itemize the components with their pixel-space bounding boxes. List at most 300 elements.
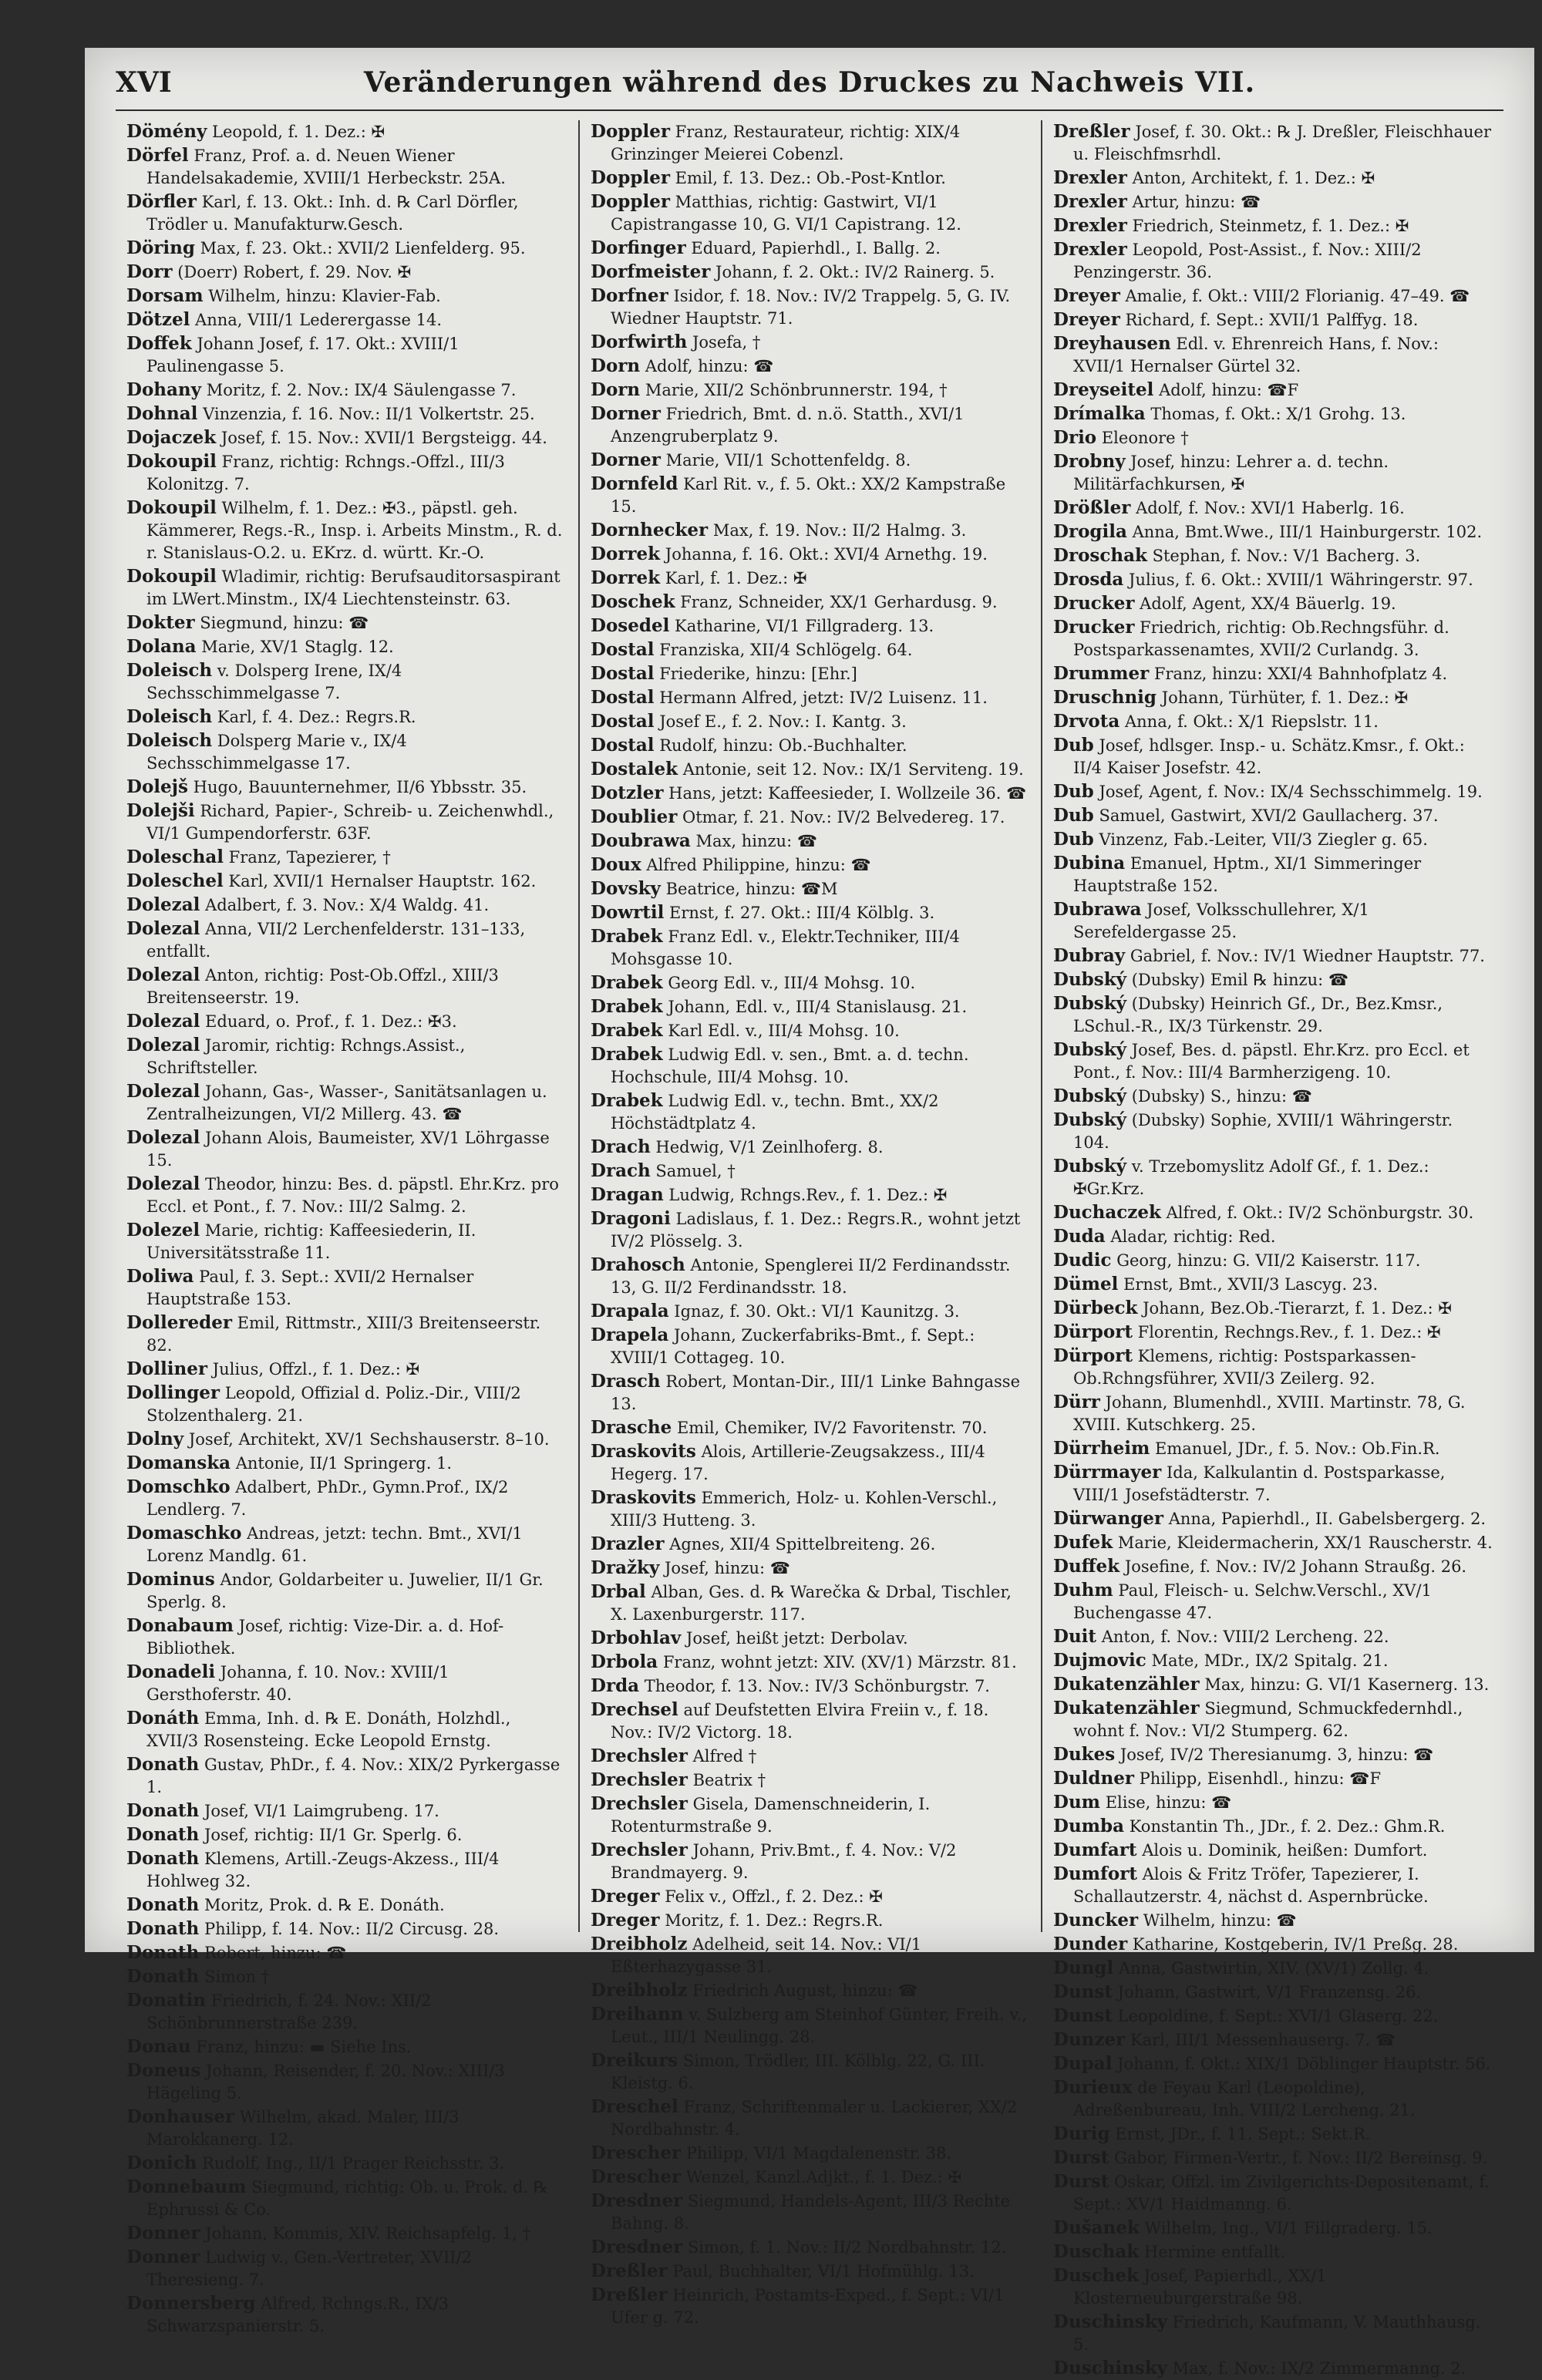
directory-entry [1053, 1321, 1493, 1344]
entry-details: Josef, Architekt, XV/1 Sechshauserstr. 8–10. [188, 1430, 550, 1449]
entry-details: Josef, Bes. d. päpstl. Ehr.Krz. pro Eccl. et Pont., f. Nov.: III/4 Barmherzigeng. 10. [1073, 1041, 1470, 1082]
entry-details: Mate, MDr., IX/2 Spitalg. 21. [1151, 1651, 1389, 1670]
directory-entry [1053, 2005, 1493, 2028]
entry-details: Alban, Ges. d. ℞ Warečka & Drbal, Tischler, X. Laxenburgerstr. 117. [611, 1583, 1012, 1624]
directory-entry [1053, 1791, 1493, 1814]
entry-details: Antonie, seit 12. Nov.: IX/1 Serviteng. 19. [682, 760, 1024, 779]
entry-name: Dürwanger [1053, 1508, 1164, 1529]
directory-entry [1053, 1109, 1493, 1154]
entry-name: Domanska [126, 1453, 231, 1473]
entry-details: Karl, f. 13. Okt.: Inh. d. ℞ Carl Dörfler, Trödler u. Manufakturw.Gesch. [146, 193, 519, 234]
entry-name: Drobny [1053, 451, 1126, 472]
entry-name: Durst [1053, 2147, 1109, 2168]
entry-name: Drechsler [591, 1769, 688, 1790]
entry-details: Konstantin Th., JDr., f. 2. Dez.: Ghm.R. [1129, 1817, 1446, 1836]
entry-details: Friedrich, Steinmetz, f. 1. Dez.: ✠ [1132, 217, 1409, 235]
entry-details: Adalbert, PhDr., Gymn.Prof., IX/2 Lendlerg. 7. [146, 1478, 509, 1519]
entry-details: Artur, hinzu: ☎ [1132, 193, 1261, 211]
entry-name: Drexler [1053, 167, 1127, 188]
entry-details: Otmar, f. 21. Nov.: IV/2 Belvedereg. 17. [682, 808, 1005, 826]
entry-details: Leopold, f. 1. Dez.: ✠ [212, 123, 386, 141]
directory-entry [1053, 1743, 1493, 1766]
entry-details: Johann, f. 2. Okt.: IV/2 Rainerg. 5. [715, 263, 995, 281]
entry-details: Anton, f. Nov.: VIII/2 Lercheng. 22. [1101, 1628, 1389, 1646]
entry-details: Paul, Buchhalter, VI/1 Hofmühlg. 13. [672, 2262, 975, 2281]
entry-name: Drímalka [1053, 403, 1146, 424]
entry-name: Dorr [126, 261, 173, 282]
entry-name: Dujmovic [1053, 1650, 1146, 1671]
directory-entry [126, 120, 567, 143]
directory-entry [126, 2035, 567, 2059]
entry-name: Donich [126, 2153, 197, 2173]
directory-entry [1053, 710, 1493, 733]
entry-details: Emanuel, Hptm., XI/1 Simmeringer Hauptstraße 152. [1073, 854, 1422, 895]
entry-details: Vinzenz, Fab.-Leiter, VII/3 Ziegler g. 65. [1099, 830, 1428, 849]
directory-entry [1053, 1225, 1493, 1248]
directory-entry [1053, 544, 1493, 567]
directory-entry [126, 1799, 567, 1823]
directory-entry [126, 426, 567, 449]
directory-entry [591, 2166, 1030, 2189]
entry-details: Gustav, PhDr., f. 4. Nov.: XIX/2 Pyrkergasse 1. [146, 1756, 561, 1796]
entry-name: Dumba [1053, 1816, 1124, 1836]
entry-name: Dürr [1053, 1392, 1100, 1412]
entry-name: Dosedel [591, 615, 670, 636]
entry-details: Richard, f. Sept.: XVII/1 Palffyg. 18. [1125, 311, 1419, 329]
entry-details: Friedrich, Kaufmann, V. Mauthhausg. 5. [1073, 2313, 1481, 2354]
directory-entry [126, 1965, 567, 1988]
directory-entry [1053, 1839, 1493, 1862]
entry-details: Siegmund, richtig: Ob. u. Prok. d. ℞ Ephrussi & Co. [146, 2178, 548, 2219]
directory-entry [126, 2059, 567, 2105]
directory-entry [1053, 1531, 1493, 1554]
entry-details: Adolf, hinzu: ☎F [1159, 381, 1299, 399]
entry-details: Ernst, JDr., f. 11. Sept.: Sekt.R. [1115, 2125, 1371, 2143]
directory-entry [591, 662, 1030, 685]
directory-entry [1053, 1039, 1493, 1084]
entry-details: Adolf, hinzu: ☎ [645, 357, 774, 375]
directory-entry [1053, 450, 1493, 496]
entry-name: Dukatenzähler [1053, 1698, 1200, 1719]
entry-details: Gisela, Damenschneiderin, I. Rotenturmstraße 9. [611, 1795, 931, 1836]
directory-entry [1053, 1273, 1493, 1296]
entry-name: Dum [1053, 1792, 1101, 1813]
entry-details: Simon, Trödler, III. Kölblg. 22, G. III. Kleistg. 6. [611, 2052, 985, 2092]
directory-entry [126, 705, 567, 729]
entry-name: Doleschal [126, 847, 224, 867]
entry-name: Doubrawa [591, 830, 691, 851]
directory-entry [1053, 1981, 1493, 2004]
directory-entry [591, 519, 1030, 542]
directory-entry [591, 1207, 1030, 1253]
entry-details: Hans, jetzt: Kaffeesieder, I. Wollzeile 36. ☎ [668, 784, 1027, 803]
entry-name: Dornhecker [591, 520, 709, 540]
entry-name: Dragan [591, 1184, 664, 1205]
directory-entry [591, 806, 1030, 829]
directory-entry [1053, 1391, 1493, 1436]
entry-name: Dreger [591, 1910, 660, 1931]
entry-name: Dostalek [591, 759, 678, 779]
directory-entry [1053, 190, 1493, 214]
directory-entry [126, 261, 567, 284]
directory-entry [126, 1126, 567, 1172]
entry-details: Siegmund, hinzu: ☎ [200, 614, 369, 632]
entry-name: Dreihann [591, 2004, 684, 2025]
entry-details: Vinzenzia, f. 16. Nov.: II/1 Volkertstr. 25. [203, 405, 535, 423]
directory-entry [1053, 1697, 1493, 1742]
directory-entry [591, 1183, 1030, 1207]
entry-details: Anna, VII/2 Lerchenfelderstr. 131–133, entfallt. [146, 920, 526, 961]
directory-entry [126, 800, 567, 845]
entry-details: Franz, richtig: Rchngs.-Offzl., III/3 Kolonitzg. 7. [146, 453, 505, 493]
entry-details: Franz, Prof. a. d. Neuen Wiener Handelsakademie, XVIII/1 Herbeckstr. 25A. [146, 146, 506, 187]
entry-details: Rudolf, Ing., II/1 Prager Reichsstr. 3. [202, 2154, 505, 2173]
entry-details: Franz, Schneider, XX/1 Gerhardusg. 9. [680, 593, 998, 611]
entry-name: Dupal [1053, 2053, 1113, 2074]
entry-details: Johann Josef, f. 17. Okt.: XVIII/1 Paulinengasse 5. [146, 335, 460, 375]
directory-entry [1053, 804, 1493, 827]
directory-entry [591, 2003, 1030, 2048]
entry-details: Moritz, f. 2. Nov.: IX/4 Säulengasse 7. [206, 381, 517, 399]
entry-name: Domschko [126, 1476, 231, 1497]
entry-details: Emanuel, JDr., f. 5. Nov.: Ob.Fin.R. [1155, 1439, 1440, 1458]
entry-details: Hedwig, V/1 Zeinlhoferg. 8. [655, 1138, 884, 1156]
directory-entry [126, 1311, 567, 1357]
entry-details: v. Trzebomyslitz Adolf Gf., f. 1. Dez.: ✠Gr.Krz. [1073, 1157, 1429, 1198]
directory-entry [126, 2222, 567, 2245]
entry-name: Donáth [126, 1708, 200, 1729]
entry-details: Friedrich August, hinzu: ☎ [692, 1981, 918, 2000]
entry-name: Dukatenzähler [1053, 1674, 1200, 1695]
entry-name: Duschek [1053, 2265, 1139, 2286]
entry-details: Jaromir, richtig: Rchngs.Assist., Schriftsteller. [146, 1036, 466, 1077]
entry-name: Dunder [1053, 1934, 1128, 1954]
entry-details: Robert, hinzu: ☎ [204, 1944, 347, 1962]
entry-details: Max, hinzu: G. VI/1 Kasernerg. 13. [1204, 1675, 1490, 1694]
entry-details: Marie, VII/1 Schottenfeldg. 8. [665, 451, 911, 470]
entry-name: Drescher [591, 2143, 682, 2163]
directory-entry [591, 758, 1030, 781]
entry-details: Friedrich, Bmt. d. n.ö. Statth., XVI/1 Anzengruberplatz 9. [611, 405, 965, 446]
entry-details: Isidor, f. 18. Nov.: IV/2 Trappelg. 5, G. IV. Wiedner Hauptstr. 71. [611, 287, 1011, 328]
entry-details: Siegmund, Schmuckfedernhdl., wohnt f. Nov.: VI/2 Stumperg. 62. [1073, 1699, 1463, 1740]
entry-name: Drach [591, 1136, 651, 1157]
entry-details: Ladislaus, f. 1. Dez.: Regrs.R., wohnt jetzt IV/2 Plösselg. 3. [611, 1210, 1021, 1251]
entry-name: Dohany [126, 379, 201, 400]
directory-entry [126, 894, 567, 917]
directory-entry [1053, 968, 1493, 991]
entry-name: Dreyer [1053, 309, 1120, 330]
directory-entry [126, 635, 567, 658]
entry-details: Emil, Chemiker, IV/2 Favoritenstr. 70. [676, 1419, 988, 1437]
directory-entry [126, 237, 567, 260]
entry-name: Duldner [1053, 1768, 1134, 1789]
entry-name: Drbal [591, 1581, 646, 1602]
entry-name: Dreßler [591, 2284, 668, 2305]
directory-entry [591, 567, 1030, 590]
entry-details: Theodor, hinzu: Bes. d. päpstl. Ehr.Krz. pro Eccl. et Pont., f. 7. Nov.: III/2 Salmg. 2. [146, 1175, 559, 1216]
entry-details: Georg Edl. v., III/4 Mohsg. 10. [668, 974, 916, 992]
directory-entry [126, 402, 567, 426]
entry-name: Dubray [1053, 945, 1126, 966]
entry-name: Döring [126, 237, 195, 258]
entry-details: Josef, Agent, f. Nov.: IX/4 Sechsschimmelg. 19. [1099, 783, 1483, 801]
directory-entry [1053, 2240, 1493, 2264]
entry-name: Dorsam [126, 285, 204, 306]
directory-entry [591, 830, 1030, 853]
directory-entry [1053, 1957, 1493, 1980]
directory-entry [591, 1089, 1030, 1135]
entry-name: Dostal [591, 639, 655, 660]
entry-name: Dornfeld [591, 473, 678, 494]
entry-details: Emmerich, Holz- u. Kohlen-Verschl., XIII/3 Hutteng. 3. [611, 1489, 998, 1530]
entry-name: Dolezal [126, 1035, 200, 1055]
directory-entry [591, 614, 1030, 638]
entry-name: Drescher [591, 2166, 682, 2187]
entry-details: Johanna, f. 10. Nov.: XVIII/1 Gersthoferstr. 40. [146, 1663, 449, 1704]
entry-name: Dürport [1053, 1345, 1133, 1366]
entry-name: Dubina [1053, 853, 1126, 874]
entry-name: Drexler [1053, 215, 1127, 236]
entry-name: Dovsky [591, 878, 661, 899]
directory-entry [1053, 520, 1493, 544]
entry-details: Johanna, f. 16. Okt.: XVI/4 Arnethg. 19. [665, 545, 988, 564]
directory-entry [591, 379, 1030, 402]
entry-name: Dollereder [126, 1312, 232, 1333]
entry-name: Draskovits [591, 1441, 696, 1462]
directory-entry [591, 1839, 1030, 1884]
directory-entry [1053, 1909, 1493, 1932]
directory-entry [591, 1885, 1030, 1908]
directory-entry [1053, 2146, 1493, 2170]
entry-details: Josef, richtig: Vize-Dir. a. d. Hof-Bibliothek. [146, 1617, 504, 1658]
entry-details: Elise, hinzu: ☎ [1105, 1793, 1232, 1812]
entry-name: Drazler [591, 1533, 665, 1554]
directory-entry [1053, 992, 1493, 1038]
entry-name: Dollinger [126, 1382, 221, 1403]
entry-details: Richard, Papier-, Schreib- u. Zeichenwhdl., VI/1 Gumpendorferstr. 63F. [146, 802, 554, 843]
entry-details: Johann, Gas-, Wasser-, Sanitätsanlagen u. Zentralheizungen, VI/2 Millerg. 43. ☎ [146, 1082, 547, 1123]
entry-details: Ernst, f. 27. Okt.: III/4 Kölblg. 3. [669, 904, 935, 922]
directory-entry [591, 1160, 1030, 1183]
entry-name: Dreibholz [591, 1934, 688, 1954]
entry-name: Dolejši [126, 800, 195, 821]
entry-details: Josef, Volksschullehrer, X/1 Serefeldergasse 25. [1073, 900, 1369, 941]
entry-name: Drabek [591, 1090, 663, 1111]
directory-entry [1053, 1461, 1493, 1506]
entry-name: Dömény [126, 121, 207, 142]
entry-details: Aladar, richtig: Red. [1110, 1227, 1276, 1246]
entry-name: Donhauser [126, 2106, 235, 2127]
entry-name: Dreyseitel [1053, 379, 1154, 400]
entry-name: Drach [591, 1160, 651, 1181]
entry-details: Andreas, jetzt: techn. Bmt., XVI/1 Lorenz Mandlg. 61. [146, 1524, 523, 1565]
entry-details: Edl. v. Ehrenreich Hans, f. Nov.: XVII/1 Hernalser Gürtel 32. [1073, 335, 1439, 375]
entry-details: Max, f. 23. Okt.: XVII/2 Lienfelderg. 95. [200, 239, 526, 258]
entry-name: Dreger [591, 1886, 660, 1907]
entry-details: Agnes, XII/4 Spittelbreiteng. 26. [669, 1535, 936, 1554]
directory-entry [1053, 1673, 1493, 1696]
entry-name: Dorn [591, 379, 641, 400]
entry-details: Alfred Philippine, hinzu: ☎ [646, 856, 871, 874]
directory-entry [1053, 686, 1493, 709]
entry-details: Gabor, Firmen-Vertr., f. Nov.: II/2 Bereinsg. 9. [1114, 2149, 1488, 2167]
entry-name: Doffek [126, 333, 192, 354]
entry-name: Dokoupil [126, 497, 217, 518]
directory-entry [1053, 2217, 1493, 2240]
directory-entry [126, 917, 567, 963]
entry-name: Drio [1053, 427, 1097, 448]
directory-entry [126, 2152, 567, 2175]
entry-name: Doschek [591, 591, 675, 612]
entry-name: Donath [126, 1824, 200, 1845]
entry-name: Drucker [1053, 593, 1135, 614]
directory-entry [126, 2106, 567, 2151]
directory-entry [591, 1675, 1030, 1698]
entry-details: Friederike, hinzu: [Ehr.] [659, 665, 857, 683]
directory-entry [1053, 1201, 1493, 1224]
entry-details: Heinrich, Postamts-Exped., f. Sept.: VI/1 Ufer g. 72. [611, 2286, 1005, 2327]
entry-details: Samuel, Gastwirt, XVI/2 Gaullacherg. 37. [1099, 806, 1439, 825]
directory-entry [591, 355, 1030, 378]
directory-entry [591, 1627, 1030, 1650]
directory-page [85, 48, 1534, 2378]
entry-name: Dušanek [1053, 2217, 1140, 2238]
directory-entry [1053, 379, 1493, 402]
entry-details: Friedrich, richtig: Ob.Rechngsführ. d. Postsparkassenamtes, XVII/2 Curlandg. 3. [1073, 618, 1449, 659]
directory-entry [591, 1745, 1030, 1768]
directory-entry [126, 1010, 567, 1033]
entry-columns [116, 120, 1503, 2378]
directory-entry [591, 1300, 1030, 1323]
entry-details: Philipp, Eisenhdl., hinzu: ☎F [1139, 1769, 1382, 1788]
directory-entry [591, 1698, 1030, 1744]
entry-name: Druschnig [1053, 687, 1157, 708]
entry-name: Donatin [126, 1990, 206, 2011]
entry-name: Doublier [591, 806, 678, 827]
entry-details: Felix v., Offzl., f. 2. Dez.: ✠ [665, 1887, 883, 1906]
entry-details: Max, hinzu: ☎ [695, 832, 817, 850]
entry-details: Leopold, Post-Assist., f. Nov.: XIII/2 Penzingerstr. 36. [1073, 241, 1422, 281]
entry-details: Beatrix † [692, 1771, 766, 1789]
directory-entry [126, 450, 567, 496]
directory-entry [1053, 308, 1493, 332]
directory-entry [126, 1989, 567, 2035]
directory-entry [591, 1909, 1030, 1932]
entry-name: Dreyer [1053, 285, 1120, 306]
entry-name: Dürbeck [1053, 1298, 1138, 1318]
entry-name: Dolezal [126, 1127, 200, 1148]
entry-name: Drapala [591, 1301, 669, 1321]
entry-name: Dunst [1053, 1981, 1113, 2002]
entry-name: Donner [126, 2223, 200, 2244]
directory-entry [1053, 2052, 1493, 2075]
entry-name: Donabaum [126, 1615, 234, 1636]
entry-details: Siegmund, Handels-Agent, III/3 Rechte Bahng. 8. [611, 2192, 1011, 2233]
entry-details: Karl, f. 1. Dez.: ✠ [665, 569, 807, 587]
directory-entry [591, 1933, 1030, 1978]
entry-name: Drucker [1053, 617, 1135, 638]
entry-name: Drechsler [591, 1793, 688, 1814]
directory-entry [126, 1847, 567, 1893]
entry-name: Dresdner [591, 2190, 683, 2211]
directory-entry [126, 1894, 567, 1917]
entry-details: Antonie, Spenglerei II/2 Ferdinandsstr. 13, G. II/2 Ferdinandsstr. 18. [611, 1256, 1011, 1297]
directory-entry [126, 2292, 567, 2338]
entry-name: Drabek [591, 1020, 663, 1041]
entry-name: Dufek [1053, 1532, 1113, 1553]
entry-name: Dötzel [126, 309, 190, 330]
directory-entry [126, 1476, 567, 1521]
entry-details: Marie, richtig: Kaffeesiederin, II. Universitätsstraße 11. [146, 1221, 476, 1262]
directory-entry [591, 1440, 1030, 1486]
entry-details: Adelheid, seit 14. Nov.: VI/1 Eßterhazygasse 31. [611, 1935, 922, 1976]
entry-name: Drvota [1053, 711, 1120, 732]
directory-entry [591, 1254, 1030, 1299]
directory-entry [591, 877, 1030, 900]
entry-name: Donath [126, 1966, 200, 1987]
entry-details: Stephan, f. Nov.: V/1 Bacherg. 3. [1152, 547, 1421, 565]
entry-name: Dotzler [591, 783, 664, 803]
entry-details: Samuel, † [655, 1162, 736, 1180]
directory-entry [591, 686, 1030, 709]
entry-name: Dumfart [1053, 1840, 1137, 1860]
entry-name: Dokter [126, 612, 195, 633]
entry-details: Emil, f. 13. Dez.: Ob.-Post-Kntlor. [675, 169, 946, 187]
entry-name: Duschinsky [1053, 2358, 1168, 2378]
entry-name: Dokoupil [126, 451, 217, 472]
entry-name: Dolana [126, 636, 197, 657]
entry-name: Drasche [591, 1417, 672, 1438]
entry-name: Dub [1053, 805, 1094, 826]
entry-details: Josef, f. 15. Nov.: XVII/1 Bergsteigg. 44. [221, 429, 547, 447]
directory-entry [591, 1979, 1030, 2002]
entry-details: Marie, XII/2 Schönbrunnerstr. 194, † [645, 381, 948, 399]
directory-entry [591, 1416, 1030, 1439]
entry-name: Doppler [591, 167, 670, 188]
directory-entry [126, 1522, 567, 1567]
entry-details: Ludwig Edl. v., techn. Bmt., XX/2 Höchstädtplatz 4. [611, 1092, 939, 1133]
entry-details: Max, f. 19. Nov.: II/2 Halmg. 3. [712, 521, 967, 540]
directory-entry [1053, 2311, 1493, 2356]
directory-entry [126, 1917, 567, 1941]
directory-entry [1053, 1579, 1493, 1624]
directory-entry [1053, 238, 1493, 284]
entry-details: Anton, Architekt, f. 1. Dez.: ✠ [1132, 169, 1375, 187]
entry-details: Johann, Türhüter, f. 1. Dez.: ✠ [1161, 688, 1409, 707]
entry-details: Marie, Kleidermacherin, XX/1 Rauscherstr. 4. [1117, 1533, 1493, 1552]
entry-details: Adalbert, f. 3. Nov.: X/4 Waldg. 41. [205, 896, 490, 914]
entry-details: Franziska, XII/4 Schlögelg. 64. [659, 641, 913, 659]
directory-entry [1053, 2122, 1493, 2146]
entry-name: Draskovits [591, 1487, 696, 1508]
entry-name: Drummer [1053, 663, 1150, 684]
entry-details: Josef, heißt jetzt: Derbolav. [685, 1629, 908, 1648]
entry-details: Josef, IV/2 Theresianumg. 3, hinzu: ☎ [1119, 1745, 1434, 1764]
directory-entry [1053, 616, 1493, 661]
entry-name: Dresdner [591, 2237, 683, 2257]
entry-details: (Dubsky) Emil ℞ hinzu: ☎ [1131, 971, 1349, 989]
entry-name: Dunst [1053, 2005, 1113, 2026]
entry-details: Katharine, Kostgeberin, IV/1 Preßg. 28. [1132, 1935, 1459, 1954]
entry-name: Dubský [1053, 993, 1126, 1014]
page-title: Veränderungen während des Druckes zu Nachweis VII. [363, 66, 1256, 99]
directory-entry [126, 870, 567, 893]
entry-name: Donath [126, 1800, 200, 1821]
entry-name: Dolny [126, 1429, 184, 1449]
entry-name: Donner [126, 2247, 200, 2267]
entry-name: Duit [1053, 1626, 1097, 1647]
